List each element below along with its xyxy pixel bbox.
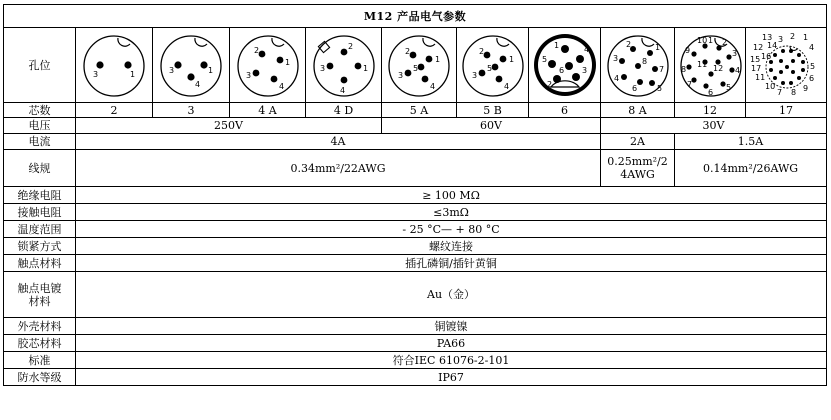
pinout-6-pin <box>529 28 601 103</box>
pin-label: 2 <box>790 32 796 41</box>
pin-label: 1 <box>362 64 368 73</box>
pin-label: 4 <box>809 43 815 52</box>
pin-label: 3 <box>732 49 738 58</box>
pinout-17-pin <box>746 28 827 103</box>
plating-label-line-1: 触点电镀 <box>17 281 62 295</box>
pin-label: 5 <box>726 83 732 92</box>
pin-label: 2 <box>405 47 411 56</box>
temperature-value: - 25 °C— + 80 °C <box>76 221 827 238</box>
pin-label: 7 <box>687 80 693 89</box>
pin-label: 4 <box>504 82 510 91</box>
shell-value: 铜镀镍 <box>76 318 827 335</box>
contact-resistance-value: ≤3mΩ <box>76 204 827 221</box>
row-label-insert: 胶芯材料 <box>4 335 76 352</box>
pin-label: 3 <box>398 71 404 80</box>
pin-label: 1 <box>509 55 515 64</box>
pin-label: 17 <box>751 64 762 73</box>
voltage-60v: 60V <box>382 118 601 134</box>
pinout-3-pin-diagram <box>155 29 227 101</box>
standard-value: 符合IEC 61076-2-101 <box>76 352 827 369</box>
pin-label: 16 <box>761 52 772 61</box>
pin-label: 7 <box>658 65 664 74</box>
pin-label: 3 <box>778 35 784 44</box>
cores-cell: 4 A <box>230 103 306 118</box>
pinout-2-pin <box>76 28 153 103</box>
pin-label: 3 <box>472 71 478 80</box>
cores-cell: 8 A <box>601 103 675 118</box>
pinout-5a-pin <box>382 28 457 103</box>
pin-label: 3 <box>319 64 325 73</box>
pin-label: 3 <box>612 54 618 63</box>
pin-label: 3 <box>169 66 175 75</box>
voltage-250v: 250V <box>76 118 382 134</box>
pin-label: 11 <box>697 60 708 69</box>
wire-034: 0.34mm²/22AWG <box>76 150 601 187</box>
pin-label: 9 <box>685 46 691 55</box>
pin-label: 1 <box>435 55 441 64</box>
ip-value: IP67 <box>76 369 827 386</box>
cores-cell: 5 B <box>457 103 529 118</box>
pinout-4d-pin <box>306 28 382 103</box>
wire-014: 0.14mm²/26AWG <box>675 150 827 187</box>
pin-label: 12 <box>713 64 724 73</box>
pin-label: 8 <box>641 57 647 66</box>
pin-label: 1 <box>130 70 136 79</box>
pin-label: 10 <box>697 36 708 45</box>
pinout-3-pin <box>153 28 230 103</box>
current-2a: 2A <box>601 134 675 150</box>
cores-cell: 12 <box>675 103 746 118</box>
current-1-5a: 1.5A <box>675 134 827 150</box>
pin-label: 1 <box>554 41 560 50</box>
pin-label: 4 <box>613 74 619 83</box>
lock-value: 螺纹连接 <box>76 238 827 255</box>
pin-label: 4 <box>278 82 284 91</box>
pinout-4a-pin-diagram <box>232 29 304 101</box>
pin-label: 11 <box>755 73 766 82</box>
pin-label: 2 <box>547 80 553 89</box>
insulation-value: ≥ 100 MΩ <box>76 187 827 204</box>
pinout-4d-pin-diagram <box>308 29 380 101</box>
pin-label: 2 <box>479 47 485 56</box>
pinout-12-pin-diagram <box>675 29 746 101</box>
pin-label: 5 <box>413 64 419 73</box>
pin-label: 3 <box>582 66 588 75</box>
cores-cell: 17 <box>746 103 827 118</box>
pinout-4a-pin <box>230 28 306 103</box>
cores-cell: 3 <box>153 103 230 118</box>
pin-label: 1 <box>284 58 290 67</box>
row-label-insulation: 绝缘电阻 <box>4 187 76 204</box>
pin-label: 3 <box>93 70 99 79</box>
pinout-17-pin-diagram <box>747 29 825 101</box>
pin-label: 3 <box>245 71 251 80</box>
pinout-5b-pin-diagram <box>457 29 529 101</box>
cores-cell: 6 <box>529 103 601 118</box>
pin-label: 4 <box>195 80 201 89</box>
pin-label: 10 <box>765 82 776 91</box>
pin-label: 4 <box>584 45 590 54</box>
table-title: M12 产品电气参数 <box>4 5 827 28</box>
pin-label: 5 <box>656 84 662 93</box>
pin-label: 8 <box>681 65 687 74</box>
pin-label: 5 <box>810 62 816 71</box>
voltage-30v: 30V <box>601 118 827 134</box>
pin-label: 2 <box>253 46 259 55</box>
row-label-contact-material: 触点材料 <box>4 255 76 272</box>
pinout-5b-pin <box>457 28 529 103</box>
cores-cell: 4 D <box>306 103 382 118</box>
row-label-wire: 线规 <box>4 150 76 187</box>
spec-table <box>3 4 827 386</box>
pin-label: 4 <box>339 86 345 95</box>
row-label-shell: 外壳材料 <box>4 318 76 335</box>
pin-label: 6 <box>559 66 565 75</box>
wire-025-line-2: 4AWG <box>620 168 655 181</box>
pin-label: 2 <box>625 40 631 49</box>
pin-label: 9 <box>803 84 809 93</box>
row-label-pinout: 孔位 <box>4 28 76 103</box>
wire-025-line-1: 0.25mm²/2 <box>607 155 668 168</box>
pin-label: 13 <box>762 33 773 42</box>
pinout-8a-pin-diagram <box>602 29 674 101</box>
pin-label: 1 <box>208 66 214 75</box>
pin-label: 2 <box>347 42 353 51</box>
cores-cell: 2 <box>76 103 153 118</box>
pinout-2-pin-diagram <box>78 29 150 101</box>
pin-label: 6 <box>708 88 714 97</box>
pin-label: 5 <box>487 64 493 73</box>
plating-value: Au（金） <box>76 272 827 318</box>
current-4a: 4A <box>76 134 601 150</box>
plating-label-line-2: 材料 <box>28 294 51 308</box>
pinout-6-pin-diagram <box>529 29 601 101</box>
row-label-plating <box>4 272 76 318</box>
row-label-current: 电流 <box>4 134 76 150</box>
row-label-contact-resistance: 接触电阻 <box>4 204 76 221</box>
pin-label: 5 <box>542 55 548 64</box>
pinout-12-pin <box>675 28 746 103</box>
pin-label: 6 <box>809 74 815 83</box>
pin-label: 1 <box>654 43 660 52</box>
insert-value: PA66 <box>76 335 827 352</box>
row-label-lock: 锁紧方式 <box>4 238 76 255</box>
row-label-cores: 芯数 <box>4 103 76 118</box>
row-label-temperature: 温度范围 <box>4 221 76 238</box>
pin-label: 12 <box>753 43 764 52</box>
row-label-voltage: 电压 <box>4 118 76 134</box>
pin-label: 1 <box>803 33 809 42</box>
contact-material-value: 插孔磷铜/插针黄铜 <box>76 255 827 272</box>
pin-label: 2 <box>722 38 728 47</box>
wire-025 <box>601 150 675 187</box>
pin-label: 6 <box>631 84 637 93</box>
pin-label: 7 <box>777 88 783 97</box>
pin-label: 15 <box>750 55 761 64</box>
cores-cell: 5 A <box>382 103 457 118</box>
pin-label: 1 <box>708 36 714 45</box>
pin-label: 4 <box>430 82 436 91</box>
pin-label: 14 <box>767 41 778 50</box>
row-label-ip: 防水等级 <box>4 369 76 386</box>
pin-label: 4 <box>735 66 741 75</box>
row-label-standard: 标准 <box>4 352 76 369</box>
pinout-8a-pin <box>601 28 675 103</box>
pin-label: 8 <box>791 88 797 97</box>
pinout-5a-pin-diagram <box>383 29 455 101</box>
